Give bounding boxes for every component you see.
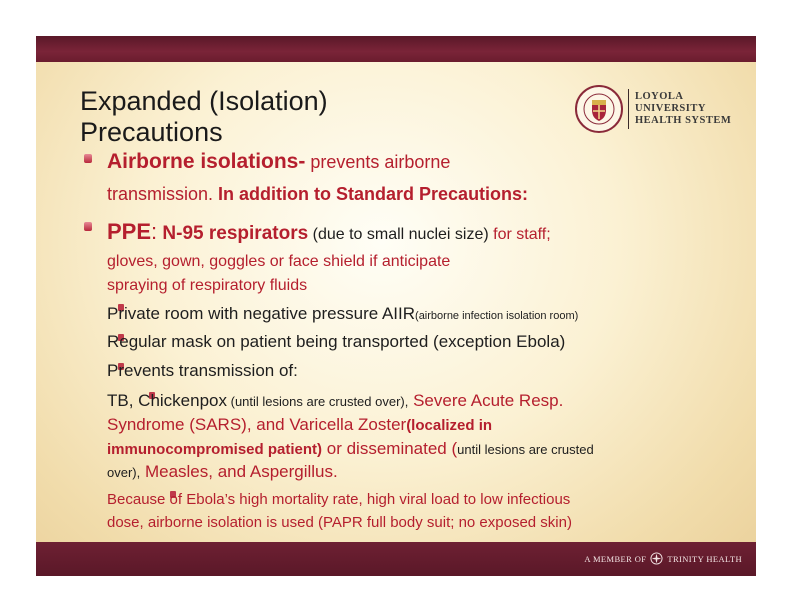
slide <box>36 36 756 576</box>
body-line-11: immunocompromised patient) or disseminated (until lesions are crusted <box>107 439 594 458</box>
body-line-14: dose, airborne isolation is used (PAPR full body suit; no exposed skin) <box>107 514 572 531</box>
body-line-1: Airborne isolations- prevents airborne <box>107 150 451 173</box>
top-banner <box>36 36 756 62</box>
loyola-logo <box>574 84 731 134</box>
body-line-12: over), Measles, and Aspergillus. <box>107 462 338 481</box>
body-line-10: Syndrome (SARS), and Varicella Zoster(localized in <box>107 415 493 434</box>
title-line-1: Expanded (Isolation) <box>80 86 328 116</box>
title-line-2: Precautions <box>80 117 223 147</box>
body-line-7: Regular mask on patient being transported (exception Ebola) <box>107 332 566 351</box>
logo-line-2: UNIVERSITY <box>635 103 706 114</box>
body-line-9: TB, Chickenpox (until lesions are crusted over), Severe Acute Resp. <box>107 391 564 410</box>
body-line-5: spraying of respiratory fluids <box>107 277 308 294</box>
logo-text <box>635 91 731 127</box>
body-line-2: transmission. In addition to Standard Precautions: <box>107 184 529 204</box>
footer-banner <box>36 542 756 576</box>
logo-divider <box>628 89 629 129</box>
trinity-health-icon <box>650 552 663 565</box>
logo-line-3: HEALTH SYSTEM <box>635 115 732 126</box>
body-line-13: Because of Ebola’s high mortality rate, high viral load to low infectious <box>107 491 571 508</box>
bullet-icon <box>84 154 92 163</box>
body-line-8: Prevents transmission of: <box>107 361 298 380</box>
body-line-4: gloves, gown, goggles or face shield if anticipate <box>107 253 451 270</box>
body-line-3: PPE: N-95 respirators (due to small nuclei size) for staff; <box>107 219 551 244</box>
trinity-member-label: A MEMBER OF TRINITY HEALTH <box>584 553 742 564</box>
slide-title <box>80 86 328 148</box>
body-line-6: Private room with negative pressure AIIR(airborne infection isolation room) <box>107 304 579 323</box>
logo-line-1: LOYOLA <box>635 91 684 102</box>
loyola-seal-icon <box>574 84 624 134</box>
bullet-icon <box>84 222 92 231</box>
